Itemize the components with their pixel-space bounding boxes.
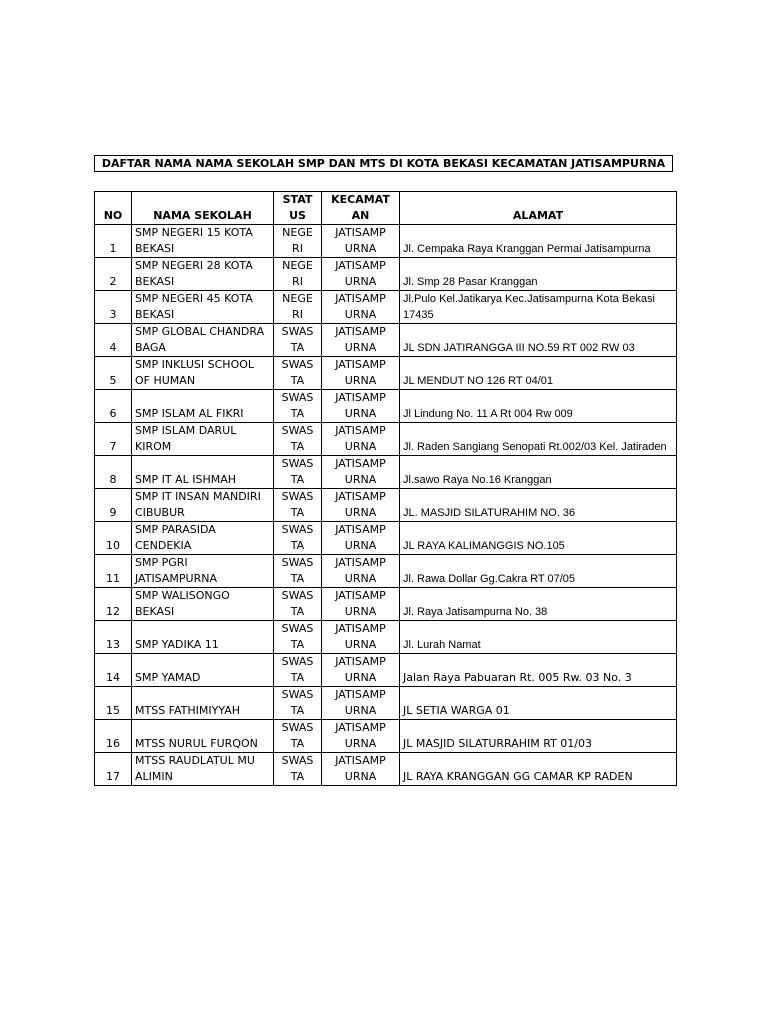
school-kecamatan: JATISAMP URNA [322, 654, 400, 687]
school-address: Jl.Pulo Kel.Jatikarya Kec.Jatisampurna Kota Bekasi 17435 [400, 291, 677, 324]
school-kecamatan: JATISAMP URNA [322, 489, 400, 522]
school-name: SMP IT INSAN MANDIRI CIBUBUR [132, 489, 274, 522]
school-status: SWAS TA [274, 555, 322, 588]
table-row [95, 489, 677, 522]
table-row [95, 291, 677, 324]
school-name: MTSS FATHIMIYYAH [132, 687, 274, 720]
school-name: SMP YAMAD [132, 654, 274, 687]
table-row [95, 654, 677, 687]
table-row [95, 687, 677, 720]
school-name: SMP IT AL ISHMAH [132, 456, 274, 489]
table-row [95, 324, 677, 357]
school-status: SWAS TA [274, 654, 322, 687]
school-address: JL. MASJID SILATURAHIM NO. 36 [400, 489, 677, 522]
row-number: 11 [95, 555, 132, 588]
row-number: 6 [95, 390, 132, 423]
row-number: 1 [95, 225, 132, 258]
school-name: SMP NEGERI 28 KOTA BEKASI [132, 258, 274, 291]
school-address: Jl. Cempaka Raya Kranggan Permai Jatisampurna [400, 225, 677, 258]
header-kecamatan: KECAMAT AN [322, 192, 400, 225]
header-no: NO [95, 192, 132, 225]
school-status: NEGE RI [274, 258, 322, 291]
school-address: JL SETIA WARGA 01 [400, 687, 677, 720]
table-row [95, 555, 677, 588]
row-number: 8 [95, 456, 132, 489]
school-name: SMP ISLAM AL FIKRI [132, 390, 274, 423]
school-status: SWAS TA [274, 357, 322, 390]
row-number: 7 [95, 423, 132, 456]
table-row [95, 390, 677, 423]
school-status: SWAS TA [274, 423, 322, 456]
table-row [95, 753, 677, 786]
school-status: SWAS TA [274, 687, 322, 720]
school-status: SWAS TA [274, 390, 322, 423]
school-name: MTSS RAUDLATUL MU ALIMIN [132, 753, 274, 786]
school-name: SMP PARASIDA CENDEKIA [132, 522, 274, 555]
row-number: 15 [95, 687, 132, 720]
table-row [95, 423, 677, 456]
school-kecamatan: JATISAMP URNA [322, 291, 400, 324]
school-status: SWAS TA [274, 588, 322, 621]
school-table [94, 191, 677, 786]
school-kecamatan: JATISAMP URNA [322, 225, 400, 258]
school-address: JL RAYA KALIMANGGIS NO.105 [400, 522, 677, 555]
school-kecamatan: JATISAMP URNA [322, 522, 400, 555]
school-status: SWAS TA [274, 489, 322, 522]
school-address: Jl. Smp 28 Pasar Kranggan [400, 258, 677, 291]
school-status: SWAS TA [274, 456, 322, 489]
header-status: STAT US [274, 192, 322, 225]
row-number: 3 [95, 291, 132, 324]
school-status: SWAS TA [274, 522, 322, 555]
school-name: SMP PGRI JATISAMPURNA [132, 555, 274, 588]
table-row [95, 621, 677, 654]
school-address: Jl.sawo Raya No.16 Kranggan [400, 456, 677, 489]
school-kecamatan: JATISAMP URNA [322, 423, 400, 456]
table-row [95, 522, 677, 555]
school-address: JL RAYA KRANGGAN GG CAMAR KP RADEN [400, 753, 677, 786]
school-kecamatan: JATISAMP URNA [322, 555, 400, 588]
school-kecamatan: JATISAMP URNA [322, 621, 400, 654]
school-kecamatan: JATISAMP URNA [322, 753, 400, 786]
school-name: SMP NEGERI 15 KOTA BEKASI [132, 225, 274, 258]
school-kecamatan: JATISAMP URNA [322, 258, 400, 291]
row-number: 5 [95, 357, 132, 390]
school-name: SMP NEGERI 45 KOTA BEKASI [132, 291, 274, 324]
school-address: Jl. Lurah Namat [400, 621, 677, 654]
school-status: NEGE RI [274, 291, 322, 324]
school-status: SWAS TA [274, 621, 322, 654]
school-kecamatan: JATISAMP URNA [322, 687, 400, 720]
school-name: SMP ISLAM DARUL KIROM [132, 423, 274, 456]
school-address: JL MENDUT NO 126 RT 04/01 [400, 357, 677, 390]
school-status: SWAS TA [274, 720, 322, 753]
school-status: SWAS TA [274, 324, 322, 357]
school-address: Jalan Raya Pabuaran Rt. 005 Rw. 03 No. 3 [400, 654, 677, 687]
school-kecamatan: JATISAMP URNA [322, 357, 400, 390]
table-header-row [95, 192, 677, 225]
row-number: 12 [95, 588, 132, 621]
school-kecamatan: JATISAMP URNA [322, 588, 400, 621]
table-row [95, 357, 677, 390]
table-row [95, 456, 677, 489]
document-title: DAFTAR NAMA NAMA SEKOLAH SMP DAN MTS DI KOTA BEKASI KECAMATAN JATISAMPURNA [94, 155, 673, 172]
table-row [95, 225, 677, 258]
row-number: 13 [95, 621, 132, 654]
school-address: Jl. Rawa Dollar Gg.Cakra RT 07/05 [400, 555, 677, 588]
school-name: MTSS NURUL FURQON [132, 720, 274, 753]
school-address: Jl Lindung No. 11 A Rt 004 Rw 009 [400, 390, 677, 423]
school-kecamatan: JATISAMP URNA [322, 390, 400, 423]
row-number: 4 [95, 324, 132, 357]
table-row [95, 720, 677, 753]
school-kecamatan: JATISAMP URNA [322, 720, 400, 753]
school-kecamatan: JATISAMP URNA [322, 324, 400, 357]
table-row [95, 258, 677, 291]
school-name: SMP WALISONGO BEKASI [132, 588, 274, 621]
school-status: SWAS TA [274, 753, 322, 786]
row-number: 16 [95, 720, 132, 753]
school-name: SMP GLOBAL CHANDRA BAGA [132, 324, 274, 357]
header-nama-sekolah: NAMA SEKOLAH [132, 192, 274, 225]
school-name: SMP YADIKA 11 [132, 621, 274, 654]
row-number: 17 [95, 753, 132, 786]
row-number: 2 [95, 258, 132, 291]
school-address: Jl. Raya Jatisampurna No. 38 [400, 588, 677, 621]
school-name: SMP INKLUSI SCHOOL OF HUMAN [132, 357, 274, 390]
header-alamat: ALAMAT [400, 192, 677, 225]
school-address: JL SDN JATIRANGGA III NO.59 RT 002 RW 03 [400, 324, 677, 357]
school-address: Jl. Raden Sangiang Senopati Rt.002/03 Kel. Jatiraden [400, 423, 677, 456]
row-number: 10 [95, 522, 132, 555]
school-address: JL MASJID SILATURRAHIM RT 01/03 [400, 720, 677, 753]
row-number: 14 [95, 654, 132, 687]
school-kecamatan: JATISAMP URNA [322, 456, 400, 489]
row-number: 9 [95, 489, 132, 522]
table-row [95, 588, 677, 621]
school-status: NEGE RI [274, 225, 322, 258]
